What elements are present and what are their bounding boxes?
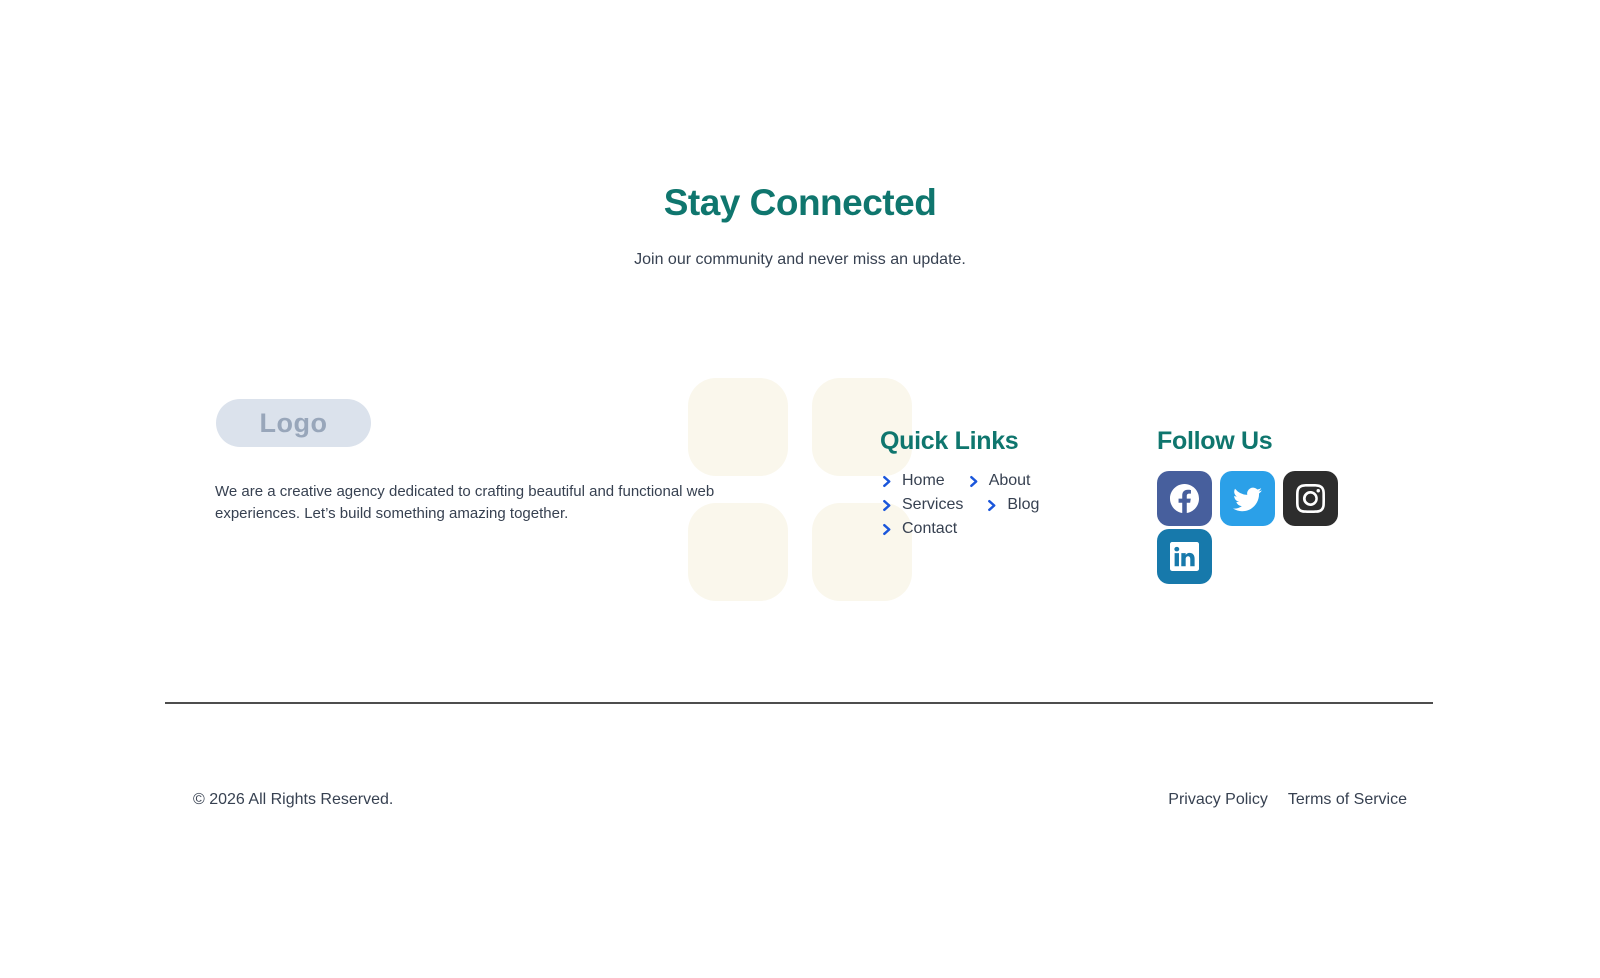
linkedin-button[interactable] — [1157, 529, 1212, 584]
nav-link-services[interactable] — [880, 496, 963, 514]
section-subtitle: Join our community and never miss an update. — [634, 251, 966, 268]
quick-links-list — [880, 472, 1060, 538]
quick-links-heading: Quick Links — [880, 427, 1019, 455]
nav-link-home[interactable] — [880, 472, 945, 490]
footer-divider — [165, 702, 1433, 704]
facebook-icon — [1170, 484, 1199, 513]
nav-link-label: Contact — [902, 520, 958, 537]
chevron-right-icon — [985, 499, 998, 512]
nav-link-label: About — [988, 472, 1031, 489]
chevron-right-icon — [880, 475, 893, 488]
quick-links-section — [880, 427, 1060, 538]
twitter-icon — [1233, 484, 1262, 513]
facebook-button[interactable] — [1157, 471, 1212, 526]
chevron-right-icon — [880, 523, 893, 536]
section-title: Stay Connected — [663, 182, 937, 223]
follow-us-section — [1157, 427, 1338, 584]
instagram-icon — [1296, 484, 1325, 513]
decorative-square — [688, 378, 788, 476]
nav-link-contact[interactable] — [880, 520, 957, 538]
nav-link-blog[interactable] — [985, 496, 1039, 514]
privacy-policy-link[interactable]: Privacy Policy — [1168, 791, 1268, 808]
logo-text: Logo — [259, 407, 328, 438]
instagram-button[interactable] — [1283, 471, 1338, 526]
chevron-right-icon — [880, 499, 893, 512]
nav-link-about[interactable] — [967, 472, 1031, 490]
logo[interactable] — [216, 399, 371, 447]
twitter-button[interactable] — [1220, 471, 1275, 526]
brand-description: We are a creative agency dedicated to crafting beautiful and functional web experiences. Let’s build something amazing together. — [215, 483, 715, 522]
copyright-text: © 2026 All Rights Reserved. — [193, 791, 394, 808]
nav-link-label: Home — [902, 472, 945, 489]
chevron-right-icon — [967, 475, 980, 488]
terms-of-service-link[interactable]: Terms of Service — [1287, 791, 1407, 808]
legal-links — [1168, 791, 1407, 809]
nav-link-label: Blog — [1007, 496, 1040, 513]
follow-us-heading: Follow Us — [1157, 427, 1273, 455]
social-buttons — [1157, 471, 1338, 584]
linkedin-icon — [1170, 542, 1199, 571]
nav-link-label: Services — [902, 496, 964, 513]
